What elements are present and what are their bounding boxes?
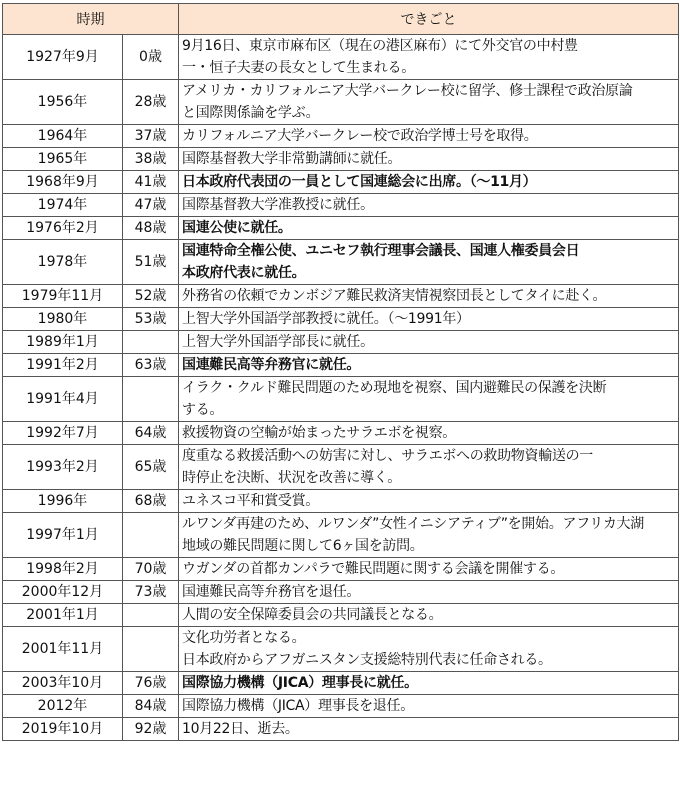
row-date: 1965年: [3, 148, 123, 171]
table-row: [3, 240, 679, 285]
row-date: 2000年12月: [3, 581, 123, 604]
event-line: 国連難民高等弁務官に就任。: [182, 357, 361, 373]
row-date: 1998年2月: [3, 558, 123, 581]
row-date: 1993年2月: [3, 445, 123, 490]
row-age: [123, 513, 179, 558]
row-age: 84歳: [123, 695, 179, 718]
row-event: [179, 513, 679, 558]
event-line: 上智大学外国語学部長に就任。: [182, 334, 374, 350]
row-age: [123, 604, 179, 627]
event-line: 10月22日、逝去。: [182, 721, 299, 737]
row-date: 1974年: [3, 194, 123, 217]
event-line: 文化功労者となる。: [182, 630, 306, 646]
event-line: 国際基督教大学非常勤講師に就任。: [182, 151, 402, 167]
event-line: 国際協力機構（JICA）理事長を退任。: [182, 698, 414, 714]
row-date: 1992年7月: [3, 422, 123, 445]
row-event: [179, 171, 679, 194]
row-age: 68歳: [123, 490, 179, 513]
row-event: [179, 285, 679, 308]
event-line: 本政府代表に就任。: [182, 265, 306, 281]
table-row: [3, 627, 679, 672]
event-line: 9月16日、東京市麻布区（現在の港区麻布）にて外交官の中村豊: [182, 38, 578, 54]
row-event: [179, 354, 679, 377]
row-event: [179, 308, 679, 331]
event-line: 人間の安全保障委員会の共同議長となる。: [182, 607, 443, 623]
event-line: 上智大学外国語学部教授に就任。（～1991年）: [182, 311, 470, 327]
row-age: 47歳: [123, 194, 179, 217]
row-date: 2001年1月: [3, 604, 123, 627]
table-row: [3, 604, 679, 627]
row-event: [179, 194, 679, 217]
row-date: 1956年: [3, 80, 123, 125]
row-event: [179, 490, 679, 513]
row-event: [179, 422, 679, 445]
row-age: 65歳: [123, 445, 179, 490]
table-row: [3, 558, 679, 581]
row-event: [179, 80, 679, 125]
table-row: [3, 331, 679, 354]
row-age: 92歳: [123, 718, 179, 741]
event-line: 外務省の依頼でカンボジア難民救済実情視察団長としてタイに赴く。: [182, 288, 607, 304]
table-row: [3, 171, 679, 194]
row-date: 2003年10月: [3, 672, 123, 695]
row-event: [179, 718, 679, 741]
row-event: [179, 377, 679, 422]
header-event: できごと: [179, 4, 679, 35]
timeline-body: [3, 35, 679, 741]
row-event: [179, 240, 679, 285]
table-row: [3, 445, 679, 490]
row-age: [123, 377, 179, 422]
row-date: 1968年9月: [3, 171, 123, 194]
row-date: 1978年: [3, 240, 123, 285]
event-line: 地域の難民問題に関して6ヶ国を訪問。: [182, 538, 424, 554]
event-line: 時停止を決断、状況を改善に導く。: [182, 470, 401, 486]
event-line: 国連公使に就任。: [182, 220, 292, 236]
row-age: 48歳: [123, 217, 179, 240]
table-row: [3, 194, 679, 217]
row-age: [123, 331, 179, 354]
row-age: 41歳: [123, 171, 179, 194]
row-date: 1996年: [3, 490, 123, 513]
row-date: 1991年4月: [3, 377, 123, 422]
row-date: 1976年2月: [3, 217, 123, 240]
row-event: [179, 695, 679, 718]
event-line: イラク・クルド難民問題のため現地を視察、国内避難民の保護を決断: [182, 380, 607, 396]
row-age: 73歳: [123, 581, 179, 604]
row-event: [179, 217, 679, 240]
row-event: [179, 627, 679, 672]
row-age: 37歳: [123, 125, 179, 148]
table-row: [3, 581, 679, 604]
event-line: 国際基督教大学准教授に就任。: [182, 197, 374, 213]
event-line: する。: [182, 402, 224, 418]
row-age: 76歳: [123, 672, 179, 695]
row-date: 1997年1月: [3, 513, 123, 558]
event-line: 日本政府からアフガニスタン支援総特別代表に任命される。: [182, 652, 552, 668]
timeline-table: [2, 3, 679, 741]
table-row: [3, 490, 679, 513]
row-date: 1980年: [3, 308, 123, 331]
row-age: 53歳: [123, 308, 179, 331]
table-row: [3, 308, 679, 331]
row-event: [179, 35, 679, 80]
event-line: 国際協力機構（JICA）理事長に就任。: [182, 675, 418, 691]
table-row: [3, 695, 679, 718]
event-line: 国連難民高等弁務官を退任。: [182, 584, 361, 600]
event-line: ウガンダの首都カンパラで難民問題に関する会議を開催する。: [182, 561, 565, 577]
table-row: [3, 718, 679, 741]
row-age: 64歳: [123, 422, 179, 445]
event-line: 国連特命全権公使、ユニセフ執行理事会議長、国連人権委員会日: [182, 243, 580, 259]
row-event: [179, 331, 679, 354]
row-date: 1979年11月: [3, 285, 123, 308]
table-row: [3, 354, 679, 377]
row-age: 52歳: [123, 285, 179, 308]
row-age: 70歳: [123, 558, 179, 581]
row-age: 63歳: [123, 354, 179, 377]
row-event: [179, 445, 679, 490]
row-date: 2019年10月: [3, 718, 123, 741]
row-date: 1989年1月: [3, 331, 123, 354]
table-row: [3, 513, 679, 558]
event-line: カリフォルニア大学バークレー校で政治学博士号を取得。: [182, 128, 538, 144]
table-row: [3, 125, 679, 148]
table-row: [3, 377, 679, 422]
event-line: ユネスコ平和賞受賞。: [182, 493, 319, 509]
event-line: 救援物資の空輸が始まったサラエボを視察。: [182, 425, 456, 441]
table-row: [3, 35, 679, 80]
event-line: と国際関係論を学ぶ。: [182, 105, 320, 121]
row-event: [179, 148, 679, 171]
row-event: [179, 672, 679, 695]
row-date: 1964年: [3, 125, 123, 148]
row-event: [179, 604, 679, 627]
header-row: [3, 4, 679, 35]
table-row: [3, 80, 679, 125]
header-period: 時期: [3, 4, 179, 35]
row-date: 2012年: [3, 695, 123, 718]
table-row: [3, 285, 679, 308]
row-date: 1927年9月: [3, 35, 123, 80]
event-line: ルワンダ再建のため、ルワンダ”女性イニシアティブ”を開始。アフリカ大湖: [182, 516, 644, 532]
row-age: 51歳: [123, 240, 179, 285]
event-line: 一・恒子夫妻の長女として生まれる。: [182, 60, 415, 76]
event-line: アメリカ・カリフォルニア大学バークレー校に留学、修士課程で政治原論: [182, 83, 633, 99]
row-date: 2001年11月: [3, 627, 123, 672]
row-age: 0歳: [123, 35, 179, 80]
row-age: 28歳: [123, 80, 179, 125]
row-date: 1991年2月: [3, 354, 123, 377]
table-row: [3, 422, 679, 445]
table-row: [3, 672, 679, 695]
row-event: [179, 581, 679, 604]
row-event: [179, 125, 679, 148]
table-row: [3, 148, 679, 171]
row-event: [179, 558, 679, 581]
table-row: [3, 217, 679, 240]
event-line: 日本政府代表団の一員として国連総会に出席。（～11月）: [182, 174, 537, 190]
row-age: 38歳: [123, 148, 179, 171]
event-line: 度重なる救援活動への妨害に対し、サラエボへの救助物資輸送の一: [182, 448, 593, 464]
row-age: [123, 627, 179, 672]
